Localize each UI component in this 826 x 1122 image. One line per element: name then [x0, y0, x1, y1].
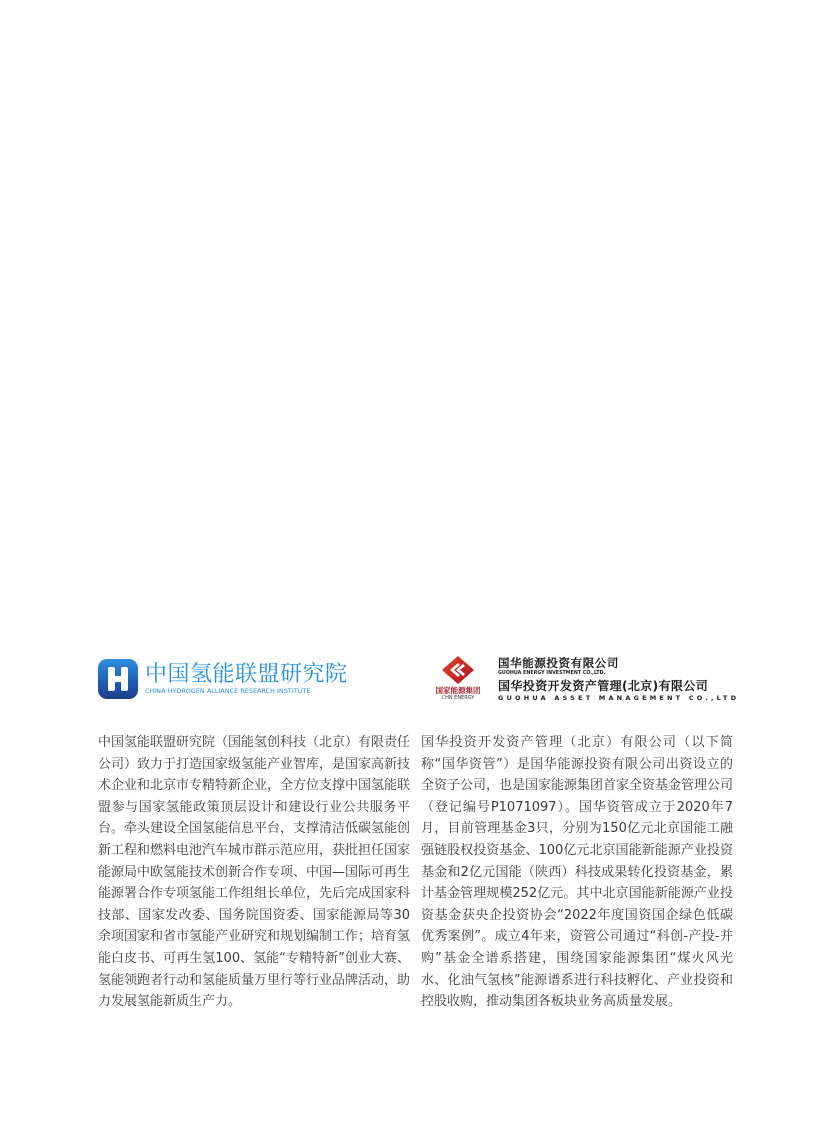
company2-name-en: GUOHUA ASSET MANAGEMENT CO.,LTD: [498, 694, 740, 702]
guohua-logo: [421, 648, 740, 710]
logo-name-en: CHINA HYDROGEN ALLIANCE RESEARCH INSTITUTE: [145, 687, 311, 695]
h-letter-logo-icon: [98, 659, 138, 699]
hydrogen-alliance-logo: [98, 648, 410, 710]
group-name-en: CHN ENERGY: [441, 695, 475, 701]
right-column: [421, 648, 740, 1013]
company2-name-cn: 国华投资开发资产管理(北京)有限公司: [498, 679, 709, 693]
right-paragraph: 国华投资开发资产管理（北京）有限公司（以下简称“国华资管”）是国华能源投资有限公司出资设立的全资子公司，也是国家能源集团首家全资基金管理公司（登记编号P1071097）。国华资管成立于2020年7月，目前管理基金3只，分别为150亿元北京国能工融强链股权投资基金、100亿元北京国能新能源产业投资基金和2亿元国能（陕西）科技成果转化投资基金，累计基金管理规模252亿元。其中北京国能新能源产业投资基金获央企投资协会“2022年度国资国企绿色低碳优秀案例”。成立4年来，资管公司通过“科创-产投-并购”基金全谱系搭建，围绕国家能源集团“煤火风光水、化油气氢核”能源谱系进行科技孵化、产业投资和控股收购，推动集团各板块业务高质量发展。: [421, 735, 734, 1010]
company1-name-cn: 国华能源投资有限公司: [498, 656, 619, 670]
company1-name-en: GUOHUA ENERGY INVESTMENT CO.,LTD.: [498, 671, 606, 676]
chn-energy-logo-icon: [426, 653, 490, 705]
left-paragraph: 中国氢能联盟研究院（国能氢创科技（北京）有限责任公司）致力于打造国家级氢能产业智库，是国家高新技术企业和北京市专精特新企业，全方位支撑中国氢能联盟参与国家氢能政策顶层设计和建设行业公共服务平台。牵头建设全国氢能信息平台，支撑清洁低碳氢能创新工程和燃料电池汽车城市群示范应用，获批担任国家能源局中欧氢能技术创新合作专项、中国—国际可再生能源署合作专项氢能工作组组长单位，先后完成国家科技部、国家发改委、国务院国资委、国家能源局等30余项国家和省市氢能产业研究和规划编制工作；培育氢能白皮书、可再生氢100、氢能“专精特新”创业大赛、氢能领跑者行动和氢能质量万里行等行业品牌活动，助力发展氢能新质生产力。: [98, 735, 411, 1010]
group-name-cn: 国家能源集团: [435, 686, 481, 695]
left-column: [98, 648, 410, 1013]
logo-name-cn: 中国氢能联盟研究院: [145, 661, 348, 687]
